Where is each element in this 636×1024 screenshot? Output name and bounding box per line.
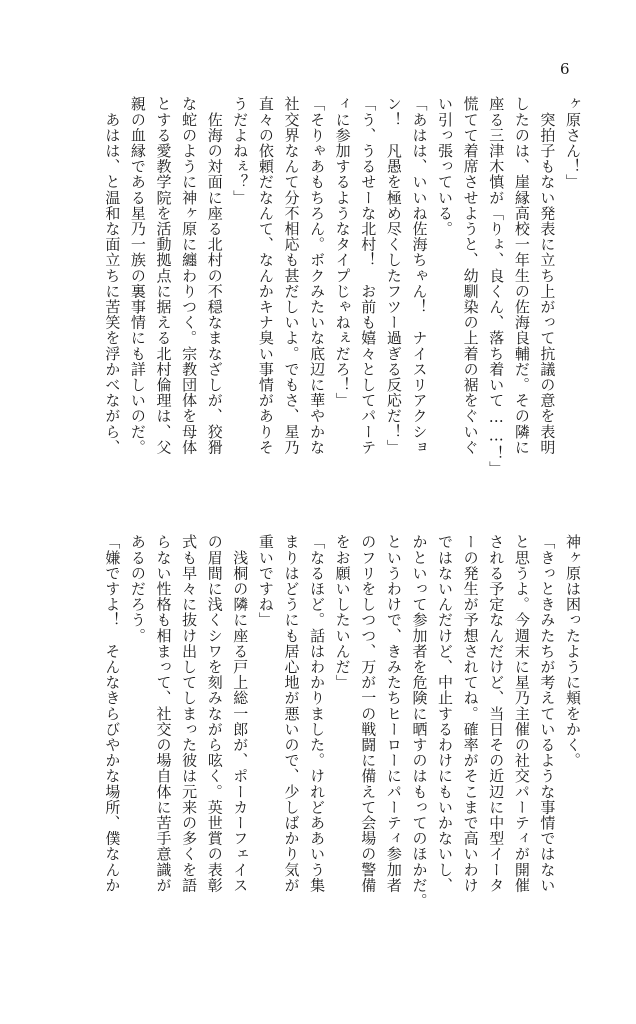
text-line: ではないんだけど、中止するわけにもいかないし、 xyxy=(436,534,455,893)
page-number: 6 xyxy=(560,60,570,78)
text-line: あはは、と温和な面立ちに苦笑を浮かべながら、 xyxy=(103,96,122,455)
text-line: 「う、うるせーな北村！ お前も嬉々としてパーテ xyxy=(359,96,378,455)
text-line: あるのだろう。 xyxy=(128,534,147,644)
text-line: 「そりゃあもちろん。ボクみたいな底辺に華やかな xyxy=(308,96,327,455)
text-line: 親の血縁である星乃一族の裏事情にも詳しいのだ。 xyxy=(128,96,147,455)
text-line: 「嫌ですよ！ そんなきらびやかな場所、僕なんか xyxy=(103,534,122,893)
text-line: される予定なんだけど、当日その近辺に中型イータ xyxy=(487,534,506,893)
text-line: 式も早々に抜け出してしまった彼は元来の多くを語 xyxy=(180,534,199,893)
upper-text-block xyxy=(85,96,585,496)
text-line: というわけで、きみたちヒーローにパーティ参加者 xyxy=(384,534,403,893)
text-line: 直々の依頼だなんて、なんかキナ臭い事情がありそ xyxy=(256,96,275,455)
text-line: まりはどうにも居心地が悪いので、少しばかり気が xyxy=(282,534,301,893)
text-line: 重いですね」 xyxy=(256,534,275,628)
text-line: 神ヶ原は困ったように頬をかく。 xyxy=(564,534,582,768)
text-line: 佐海の対面に座る北村の不穏なまなざしが、狡猾 xyxy=(205,96,224,455)
text-line: 「あはは、いいね佐海ちゃん！ ナイスリアクショ xyxy=(410,96,429,455)
text-line: とする愛教学院を活動拠点に据える北村倫理は、父 xyxy=(154,96,173,455)
text-line: 「きっときみたちが考えているような事情ではない xyxy=(538,534,557,893)
text-line: ン！ 凡愚を極め尽くしたフツー過ぎる反応だ！」 xyxy=(384,96,403,455)
text-line: 座る三津木慎が「りょ、良くん、落ち着いて……！」 xyxy=(487,96,506,477)
text-line: 「なるほど。話はわかりました。けれどああいう集 xyxy=(308,534,327,893)
text-line: したのは、崖縁高校一年生の佐海良輔だ。その隣に xyxy=(512,96,531,455)
text-line: ィに参加するようなタイプじゃねぇだろ！」 xyxy=(333,96,352,408)
text-line: な蛇のように神ヶ原に纏わりつく。宗教団体を母体 xyxy=(180,96,199,455)
text-line: かといって参加者を危険に晒すのはもってのほかだ。 xyxy=(410,534,429,909)
text-line: のフリをしつつ、万が一の戦闘に備えて会場の警備 xyxy=(359,534,378,893)
text-line: 慌てて着席させようと、幼馴染の上着の裾をぐいぐ xyxy=(461,96,480,455)
text-line: の眉間に浅くシワを刻みながら呟く。英世賞の表彰 xyxy=(205,534,224,893)
text-line: うだよねぇ？」 xyxy=(231,96,250,206)
text-line: い引っ張っている。 xyxy=(436,96,455,237)
text-line: ヶ原さん！」 xyxy=(564,96,582,190)
text-line: 浅桐の隣に座る戸上総一郎が、ポーカーフェイス xyxy=(231,534,250,893)
lower-text-block xyxy=(85,534,585,934)
text-line: 突拍子もない発表に立ち上がって抗議の意を表明 xyxy=(538,96,557,455)
text-line: をお願いしたいんだ」 xyxy=(333,534,352,690)
text-line: ーの発生が予想されてね。確率がそこまで高いわけ xyxy=(461,534,480,893)
text-line: らない性格も相まって、社交の場自体に苦手意識が xyxy=(154,534,173,893)
text-line: と思うよ。今週末に星乃主催の社交パーティが開催 xyxy=(512,534,531,893)
text-line: 社交界なんて分不相応も甚だしいよ。でもさ、星乃 xyxy=(282,96,301,455)
